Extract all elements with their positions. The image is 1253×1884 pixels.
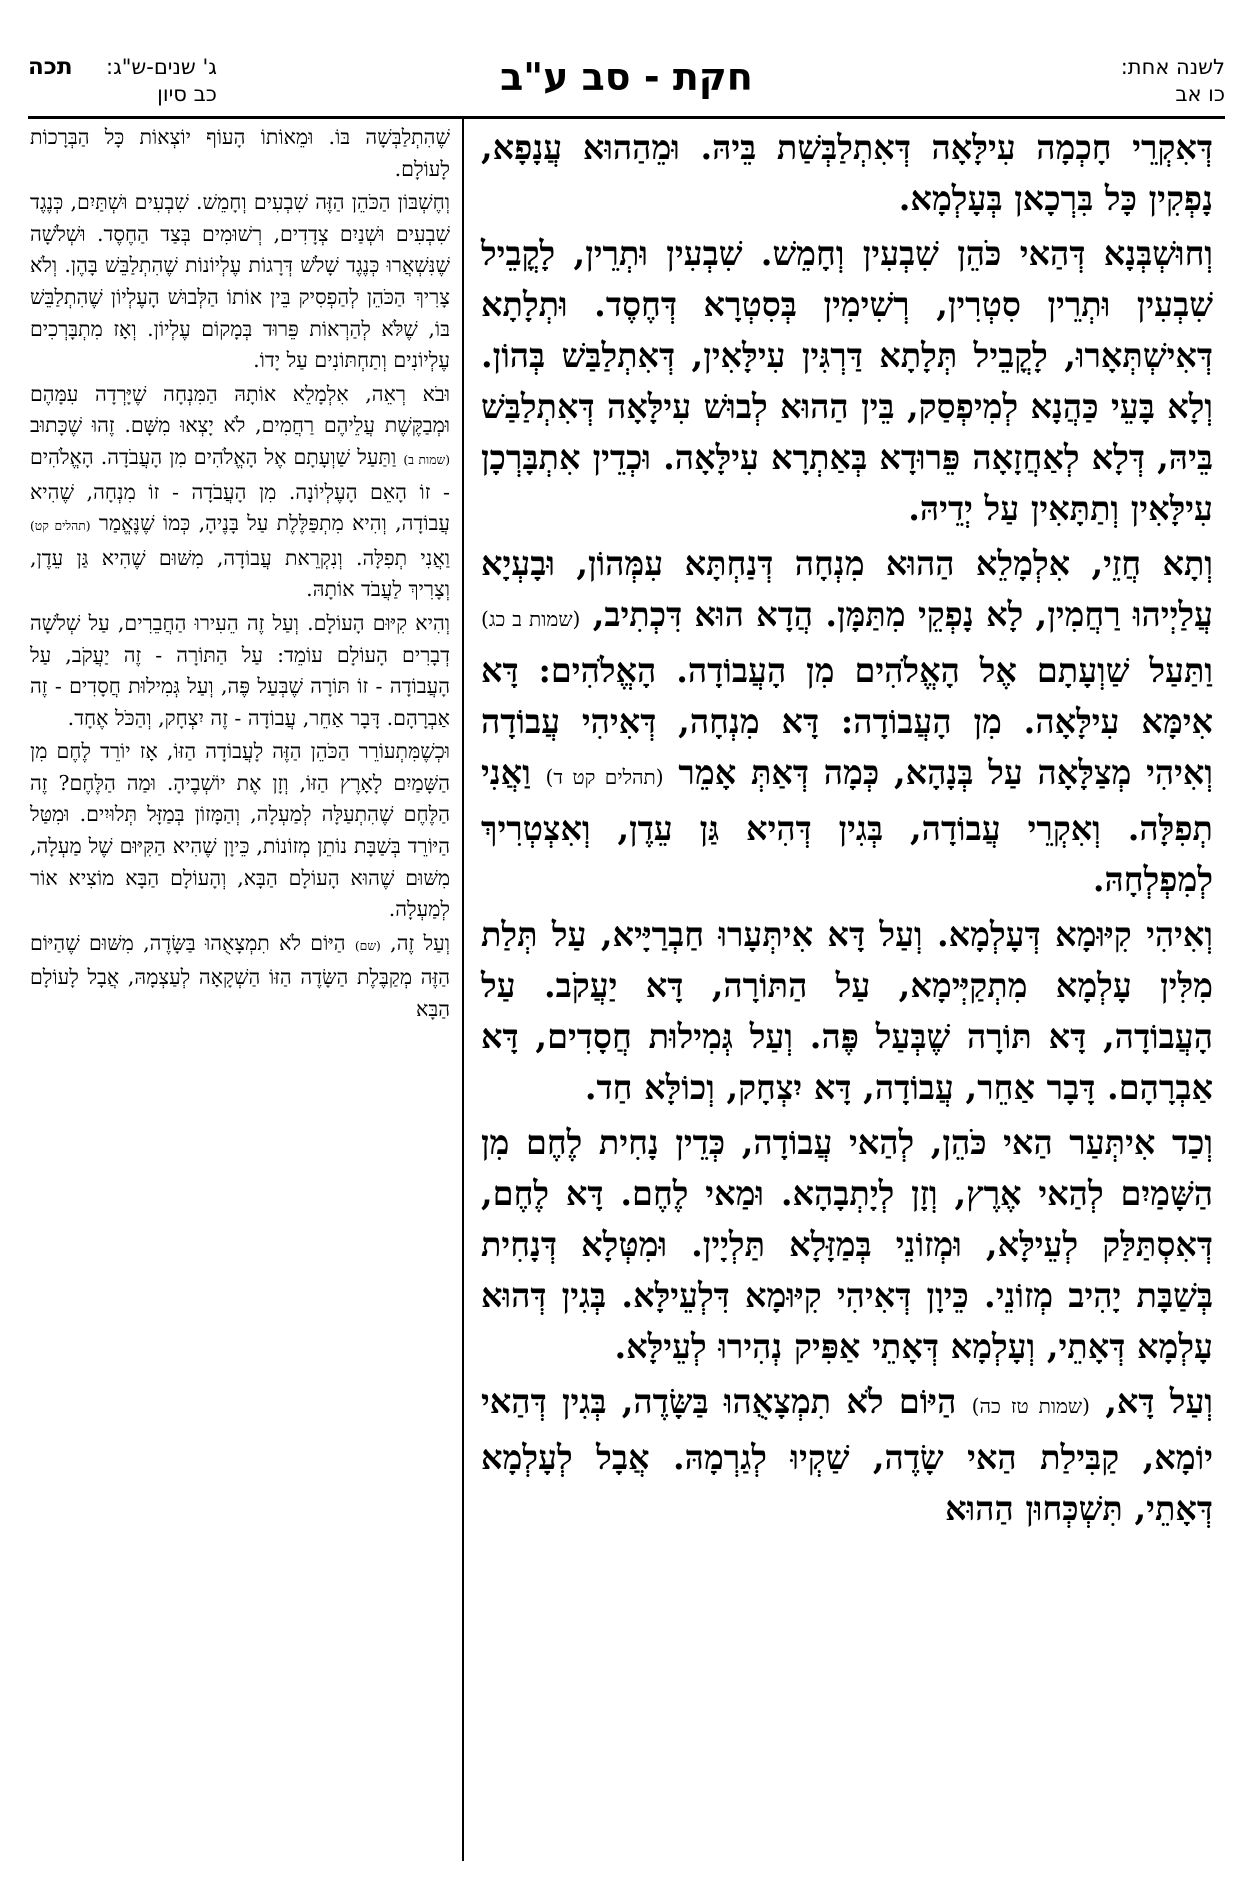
side-paragraph: וּכְשֶׁמִּתְעוֹרֵר הַכֹּהֵן הַזֶּה לָעֲבוֹדָה הַזּוֹ, אָז יוֹרֵד לֶחֶם מִן הַשָּׁמַיִם לָאָרֶץ הַזּוֹ, וְזָן אֶת יוֹשְׁבֶיהָ. וּמַה הַלֶּחֶם? זֶה הַלֶּחֶם שֶׁהִתְעַלָּה לְמַעְלָה, וְהַמָּזוֹן בְּמַזָּל תְּלוּיִים. וּמִטַּל הַיּוֹרֵד בְּשַׁבָּת נוֹתֵן מְזוֹנוֹת, כֵּיוָן שֶׁהִיא הַקִּיּוּם שֶׁל מַעְלָה, מִשּׁוּם שֶׁהוּא הָעוֹלָם הַבָּא, וְהָעוֹלָם הַבָּא מוֹצִיא אוֹר לְמַעְלָה. — [30, 739, 450, 922]
page-header — [20, 52, 1233, 118]
main-paragraph: וְתָא חֲזֵי, אִלְמָלֵא הַהוּא מִנְחָה דְּנַחְתָּא עִמְּהוֹן, וּבָעְיָא עֲלַיְיהוּ רַחֲמִין, לָא נָפְקֵי מִתַּמָּן. הֲדָא הוּא דִּכְתִיב, (שמות ב כג) וַתַּעַל שַׁוְעָתָם אֶל הָאֱלֹהִים מִן הָעֲבוֹדָה. הָאֱלֹהִים: דָּא אִימָּא עִילָּאָה. מִן הָעֲבוֹדָה: דָּא מִנְחָה, דְּאִיהִי עֲבוֹדָה וְאִיהִי מְצַלָּאָה עַל בְּנָהָא, כְּמָה דְּאַתְּ אָמֵר (תהלים קט ד) וַאֲנִי תְפִלָּה. וְאִקְרֵי עֲבוֹדָה, בְּגִין דְּהִיא גַּן עֵדֶן, וְאִצְטְרִיךְ לְמִפְלְחָהּ. — [481, 544, 1214, 899]
page-title: חקת - סב ע"ב — [500, 55, 753, 99]
source-citation: (שמות טז כה) — [971, 1394, 1090, 1418]
source-citation: (שמות ב) — [403, 452, 450, 467]
side-paragraph: וְחֶשְׁבּוֹן הַכֹּהֵן הַזֶּה שִׁבְעִים וְחָמֵשׁ. שִׁבְעִים וּשְׁתַּיִם, כְּנֶגֶד שִׁבְעִים וּשְׁנַיִם צְדָדִים, רְשׁוּמִים בְּצַד הַחֶסֶד. וּשְׁלֹשָׁה שֶׁנִּשְׁאֲרוּ כְּנֶגֶד שָׁלֹשׁ דְּרָגוֹת עֶלְיוֹנוֹת שֶׁהִתְלַבֵּשׁ בָּהֶן. וְלֹא צָרִיךְ הַכֹּהֵן לְהַפְסִיק בֵּין אוֹתוֹ הַלְּבוּשׁ הָעֶלְיוֹן שֶׁהִתְלַבֵּשׁ בּוֹ, שֶׁלֹּא לְהַרְאוֹת פֵּרוּד בְּמָקוֹם עֶלְיוֹן. וְאָז מִתְבָּרְכִים עֶלְיוֹנִים וְתַחְתּוֹנִים עַל יָדוֹ. — [30, 190, 450, 373]
three-year-date: כב סיון — [157, 82, 217, 106]
three-year-label: ג' שנים-ש"ג: — [106, 55, 217, 79]
column-divider — [462, 119, 464, 1861]
side-paragraph: וְעַל זֶה, (שם) הַיּוֹם לֹא תִמְצָאֻהוּ בַּשָּׂדֶה, מִשּׁוּם שֶׁהַיּוֹם הַזֶּה מְקַבֶּלֶת הַשָּׂדֶה הַזּוֹ הַשְׁקָאָה לְעַצְמָהּ, אֲבָל לָעוֹלָם הַבָּא — [30, 930, 450, 1022]
main-paragraph: וְאִיהִי קִיּוּמָא דְּעָלְמָא. וְעַל דָּא אִיתְּעָרוּ חַבְרַיָּיא, עַל תְּלַת מִלִּין עָלְמָא מִתְקַיְּימָא, עַל הַתּוֹרָה, דָּא יַעֲקֹב. עַל הָעֲבוֹדָה, דָּא תּוֹרָה שֶׁבְּעַל פֶּה. וְעַל גְּמִילוּת חֲסָדִים, דָּא אַבְרָהָם. דָּבָר אַחֵר, עֲבוֹדָה, דָּא יִצְחָק, וְכוֹלָּא חַד. — [481, 915, 1213, 1107]
source-citation: (שם) — [354, 938, 381, 953]
side-paragraph: וְהִיא קִיּוּם הָעוֹלָם. וְעַל זֶה הֵעִירוּ הַחֲבֵרִים, עַל שְׁלֹשָׁה דְבָרִים הָעוֹלָם עוֹמֵד: עַל הַתּוֹרָה - זֶה יַעֲקֹב, עַל הָעֲבוֹדָה - זוֹ תּוֹרָה שֶׁבְּעַל פֶּה, וְעַל גְּמִילוּת חֲסָדִים - זֶה אַבְרָהָם. דָּבָר אַחֵר, עֲבוֹדָה - זֶה יִצְחָק, וְהַכֹּל אֶחָד. — [30, 610, 450, 730]
three-year-schedule — [106, 54, 217, 108]
side-paragraph: שֶׁהִתְלַבְּשָׁה בּוֹ. וּמֵאוֹתוֹ הָעוֹף יוֹצְאוֹת כָּל הַבְּרָכוֹת לָעוֹלָם. — [30, 125, 450, 181]
aramaic-main-column — [481, 122, 1213, 1538]
header-rule — [28, 116, 1225, 119]
one-year-label: לשנה אחת: — [1120, 55, 1225, 79]
main-paragraph: וְכַד אִיתְּעַר הַאי כֹּהֵן, לְהַאי עֲבוֹדָה, כְּדֵין נָחִית לֶחֶם מִן הַשָּׁמַיִם לְהַאי אֶרֶץ, וְזָן לְיָתְבָהָא. וּמַאי לֶחֶם. דָּא לֶחֶם, דְּאִסְתַּלַּק לְעֵילָּא, וּמְזוֹנֵי בְּמַזָּלָא תַּלְיָין. וּמִטְּלָא דְּנָחִית בְּשַׁבָּת יָהִיב מְזוֹנֵי. כֵּיוָן דְּאִיהִי קִיּוּמָא דִּלְעֵילָּא. בְּגִין דְּהוּא עָלְמָא דְּאָתֵי, וְעָלְמָא דְּאָתֵי אַפִּיק נְהִירוּ לְעֵילָּא. — [481, 1123, 1213, 1366]
source-citation: (תהלים קט ד) — [545, 765, 664, 789]
one-year-date: כו אב — [1175, 82, 1225, 106]
page-number: תכה — [28, 54, 73, 80]
main-paragraph: דְּאִקְרֵי חָכְמָה עִילָּאָה דְּאִתְלַבְּשַׁת בֵּיהּ. וּמֵהַהוּא עֲנָפָא, נָפְקִין כָּל בִּרְכָאן בְּעָלְמָא. — [481, 128, 1213, 218]
hebrew-translation-column — [30, 122, 450, 1028]
source-citation: (שמות ב כג) — [481, 607, 581, 631]
main-paragraph: וְעַל דָּא, (שמות טז כה) הַיּוֹם לֹא תִמְצָאֻהוּ בַּשָּׂדֶה, בְּגִין דְּהַאי יוֹמָא, קַבִּילַת הַאי שָׂדֶה, שַׁקְיוּ לְגַרְמָהּ. אֲבָל לְעָלְמָא דְּאָתֵי, תִּשְׁכְּחוּן הַהוּא — [481, 1382, 1214, 1528]
main-paragraph: וְחוּשְׁבְּנָא דְּהַאי כֹּהֵן שִׁבְעִין וְחָמֵשׁ. שִׁבְעִין וּתְרֵין, לָקֳבֵיל שִׁבְעִין וּתְרֵין סִטְרִין, רְשִׁימִין בְּסִטְרָא דְּחֶסֶד. וּתְלָתָא דְּאִישְׁתְּאָרוּ, לָקֳבֵיל תְּלָתָא דַּרְגִּין עִילָּאִין, דְּאִתְלַבַּשׁ בְּהוֹן. וְלָא בָּעֵי כַּהֲנָא לְמִיפְסַק, בֵּין הַהוּא לְבוּשׁ עִילָּאָה דְּאִתְלַבַּשׁ בֵּיהּ, דְּלָא לְאַחֲזָאָה פֵּרוּדָא בְּאַתְרָא עִילָּאָה. וּכְדֵין אִתְבָּרְכָן עִילָּאִין וְתַתָּאִין עַל יְדֵיהּ. — [481, 234, 1213, 528]
side-paragraph: וּבֹא רְאֵה, אִלְמָלֵא אוֹתָהּ הַמִּנְחָה שֶׁיָּרְדָה עִמָּהֶם וּמְבַקֶּשֶׁת עֲלֵיהֶם רַחֲמִים, לֹא יָצְאוּ מִשָּׁם. זֶהוּ שֶׁכָּתוּב (שמות ב) וַתַּעַל שַׁוְעָתָם אֶל הָאֱלֹהִים מִן הָעֲבֹדָה. הָאֱלֹהִים - זוֹ הָאֵם הָעֶלְיוֹנָה. מִן הָעֲבֹדָה - זוֹ מִנְחָה, שֶׁהִיא עֲבוֹדָה, וְהִיא מִתְפַּלֶּלֶת עַל בָּנֶיהָ, כְּמוֹ שֶׁנֶּאֱמַר (תהלים קט) וַאֲנִי תְפִלָּה. וְנִקְרֵאת עֲבוֹדָה, מִשּׁוּם שֶׁהִיא גַּן עֵדֶן, וְצָרִיךְ לַעֲבֹד אוֹתָהּ. — [30, 381, 450, 602]
source-citation: (תהלים קט) — [30, 519, 91, 534]
